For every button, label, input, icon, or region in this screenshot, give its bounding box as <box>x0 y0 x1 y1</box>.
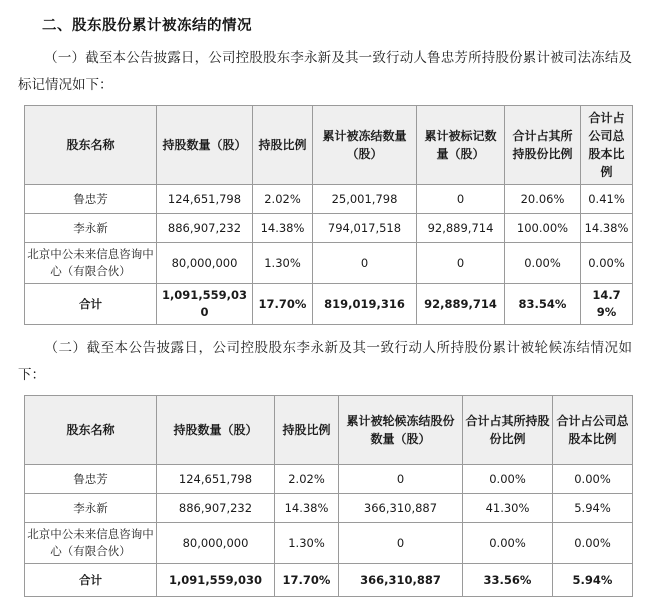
cell-shares-held: 80,000,000 <box>157 523 275 564</box>
cell-holding-ratio: 1.30% <box>275 523 339 564</box>
cell-shareholder-name: 鲁忠芳 <box>25 185 157 214</box>
cell-pct-of-total: 0.00% <box>553 523 633 564</box>
paragraph-two-text: （二）截至本公告披露日，公司控股股东李永新及其一致行动人所持股份累计被轮候冻结情况如下： <box>18 340 632 383</box>
column-header-pct-of-total: 合计占公司总股本比例 <box>581 106 633 185</box>
column-header-pct-of-holding: 合计占其所持股份比例 <box>463 396 553 465</box>
cell-holding-ratio: 2.02% <box>253 185 313 214</box>
column-header-shares-held: 持股数量（股） <box>157 396 275 465</box>
column-header-shares-held: 持股数量（股） <box>157 106 253 185</box>
column-header-pct-of-total: 合计占公司总股本比例 <box>553 396 633 465</box>
cell-pct-of-total: 0.00% <box>581 243 633 284</box>
paragraph-one <box>18 45 632 99</box>
cell-total-queued-frozen-amount: 366,310,887 <box>339 564 463 597</box>
table-header-row <box>25 106 633 185</box>
cell-total-shares-held: 1,091,559,030 <box>157 564 275 597</box>
cell-pct-of-holding: 0.00% <box>463 465 553 494</box>
section-heading: 二、股东股份累计被冻结的情况 <box>42 18 252 34</box>
cell-holding-ratio: 14.38% <box>253 214 313 243</box>
cell-total-frozen-amount: 819,019,316 <box>313 284 417 325</box>
cell-total-shares-held: 1,091,559,030 <box>157 284 253 325</box>
cell-pct-of-total: 0.41% <box>581 185 633 214</box>
paragraph-two <box>18 335 632 389</box>
cell-pct-of-holding: 0.00% <box>463 523 553 564</box>
table-row <box>25 185 633 214</box>
cell-shares-held: 886,907,232 <box>157 494 275 523</box>
cell-pct-of-total: 5.94% <box>553 494 633 523</box>
cell-pct-of-holding: 100.00% <box>505 214 581 243</box>
cell-queued-frozen-amount: 0 <box>339 523 463 564</box>
table-row <box>25 214 633 243</box>
cell-marked-amount: 0 <box>417 243 505 284</box>
table-header-row <box>25 396 633 465</box>
cell-pct-of-total: 0.00% <box>553 465 633 494</box>
cell-frozen-amount: 794,017,518 <box>313 214 417 243</box>
cell-shares-held: 80,000,000 <box>157 243 253 284</box>
cell-shares-held: 124,651,798 <box>157 465 275 494</box>
cell-holding-ratio: 1.30% <box>253 243 313 284</box>
cell-frozen-amount: 0 <box>313 243 417 284</box>
column-header-queued-frozen-amount: 累计被轮候冻结股份数量（股） <box>339 396 463 465</box>
cell-total-pct-of-total: 14.79% <box>581 284 633 325</box>
cell-pct-of-holding: 41.30% <box>463 494 553 523</box>
queued-frozen-shares-table <box>24 395 633 597</box>
table-row <box>25 523 633 564</box>
cell-shareholder-name: 李永新 <box>25 494 157 523</box>
column-header-holding-ratio: 持股比例 <box>253 106 313 185</box>
cell-pct-of-holding: 0.00% <box>505 243 581 284</box>
cell-total-label: 合计 <box>25 564 157 597</box>
cell-marked-amount: 0 <box>417 185 505 214</box>
cell-frozen-amount: 25,001,798 <box>313 185 417 214</box>
cell-total-holding-ratio: 17.70% <box>253 284 313 325</box>
cell-shareholder-name: 鲁忠芳 <box>25 465 157 494</box>
cell-total-holding-ratio: 17.70% <box>275 564 339 597</box>
column-header-pct-of-holding: 合计占其所持股份比例 <box>505 106 581 185</box>
cell-pct-of-total: 14.38% <box>581 214 633 243</box>
cell-total-pct-of-holding: 83.54% <box>505 284 581 325</box>
column-header-shareholder-name: 股东名称 <box>25 106 157 185</box>
frozen-shares-table <box>24 105 633 325</box>
cell-queued-frozen-amount: 366,310,887 <box>339 494 463 523</box>
table-total-row <box>25 564 633 597</box>
cell-shares-held: 886,907,232 <box>157 214 253 243</box>
paragraph-one-text: （一）截至本公告披露日，公司控股股东李永新及其一致行动人鲁忠芳所持股份累计被司法冻结及标记情况如下： <box>18 50 632 93</box>
column-header-marked-amount: 累计被标记数量（股） <box>417 106 505 185</box>
cell-total-marked-amount: 92,889,714 <box>417 284 505 325</box>
column-header-frozen-amount: 累计被冻结数量（股） <box>313 106 417 185</box>
cell-shareholder-name: 北京中公未来信息咨询中心（有限合伙） <box>25 523 157 564</box>
cell-shareholder-name: 北京中公未来信息咨询中心（有限合伙） <box>25 243 157 284</box>
cell-total-label: 合计 <box>25 284 157 325</box>
table-total-row <box>25 284 633 325</box>
cell-holding-ratio: 2.02% <box>275 465 339 494</box>
cell-shares-held: 124,651,798 <box>157 185 253 214</box>
cell-total-pct-of-total: 5.94% <box>553 564 633 597</box>
cell-holding-ratio: 14.38% <box>275 494 339 523</box>
column-header-holding-ratio: 持股比例 <box>275 396 339 465</box>
cell-queued-frozen-amount: 0 <box>339 465 463 494</box>
cell-total-pct-of-holding: 33.56% <box>463 564 553 597</box>
table-row <box>25 465 633 494</box>
column-header-shareholder-name: 股东名称 <box>25 396 157 465</box>
table-row <box>25 494 633 523</box>
cell-shareholder-name: 李永新 <box>25 214 157 243</box>
table-row <box>25 243 633 284</box>
cell-pct-of-holding: 20.06% <box>505 185 581 214</box>
cell-marked-amount: 92,889,714 <box>417 214 505 243</box>
